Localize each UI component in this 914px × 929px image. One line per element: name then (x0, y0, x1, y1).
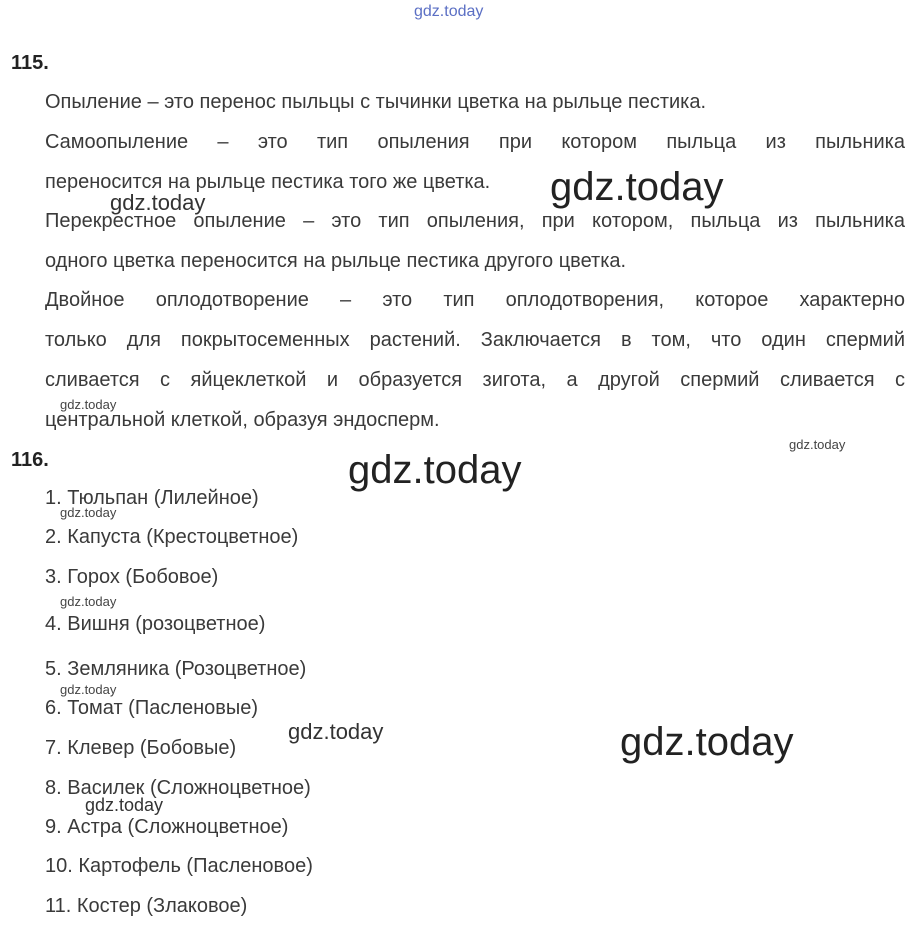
list-item: 4. Вишня (розоцветное) (45, 613, 266, 635)
watermark: gdz.today (85, 795, 164, 815)
list-item: 9. Астра (Сложноцветное) (45, 816, 289, 838)
task-115-number: 115. (11, 52, 49, 74)
watermark: gdz.today (110, 190, 206, 215)
list-item: 1. Тюльпан (Лилейное) (45, 487, 259, 509)
list-item: 3. Горох (Бобовое) (45, 566, 219, 588)
watermark: gdz.today (620, 720, 794, 764)
task-115-line: Двойное оплодотворение – это тип оплодотворения, которое характерно (45, 289, 905, 311)
watermark: gdz.today (60, 682, 117, 697)
list-item: 7. Клевер (Бобовые) (45, 737, 237, 759)
list-item: 5. Земляника (Розоцветное) (45, 658, 307, 680)
watermark: gdz.today (60, 505, 117, 520)
watermark: gdz.today (789, 437, 846, 452)
header-watermark: gdz.today (414, 3, 484, 20)
list-item: 8. Василек (Сложноцветное) (45, 777, 311, 799)
list-item: 11. Костер (Злаковое) (45, 895, 248, 917)
list-item: 2. Капуста (Крестоцветное) (45, 526, 299, 548)
task-115-line: Опыление – это перенос пыльцы с тычинки цветка на рыльце пестика. (45, 91, 707, 113)
watermark: gdz.today (348, 448, 522, 492)
task-115-line: сливается с яйцеклеткой и образуется зигота, а другой спермий сливается с (45, 369, 905, 391)
task-115-line: центральной клеткой, образуя эндосперм. (45, 409, 440, 431)
task-115-line: Самоопыление – это тип опыления при котором пыльца из пыльника (45, 131, 905, 153)
task-115-line: Перекрестное опыление – это тип опыления, при котором, пыльца из пыльника (45, 210, 905, 232)
list-item: 6. Томат (Пасленовые) (45, 697, 259, 719)
watermark: gdz.today (288, 719, 384, 744)
task-115-line: только для покрытосеменных растений. Заключается в том, что один спермий (45, 329, 905, 351)
watermark: gdz.today (60, 397, 117, 412)
watermark: gdz.today (550, 165, 724, 209)
task-115-line: переносится на рыльце пестика того же цветка. (45, 171, 491, 193)
task-116-number: 116. (11, 449, 49, 471)
list-item: 10. Картофель (Пасленовое) (45, 855, 313, 877)
task-115-line: одного цветка переносится на рыльце пестика другого цветка. (45, 250, 627, 272)
watermark: gdz.today (60, 594, 117, 609)
